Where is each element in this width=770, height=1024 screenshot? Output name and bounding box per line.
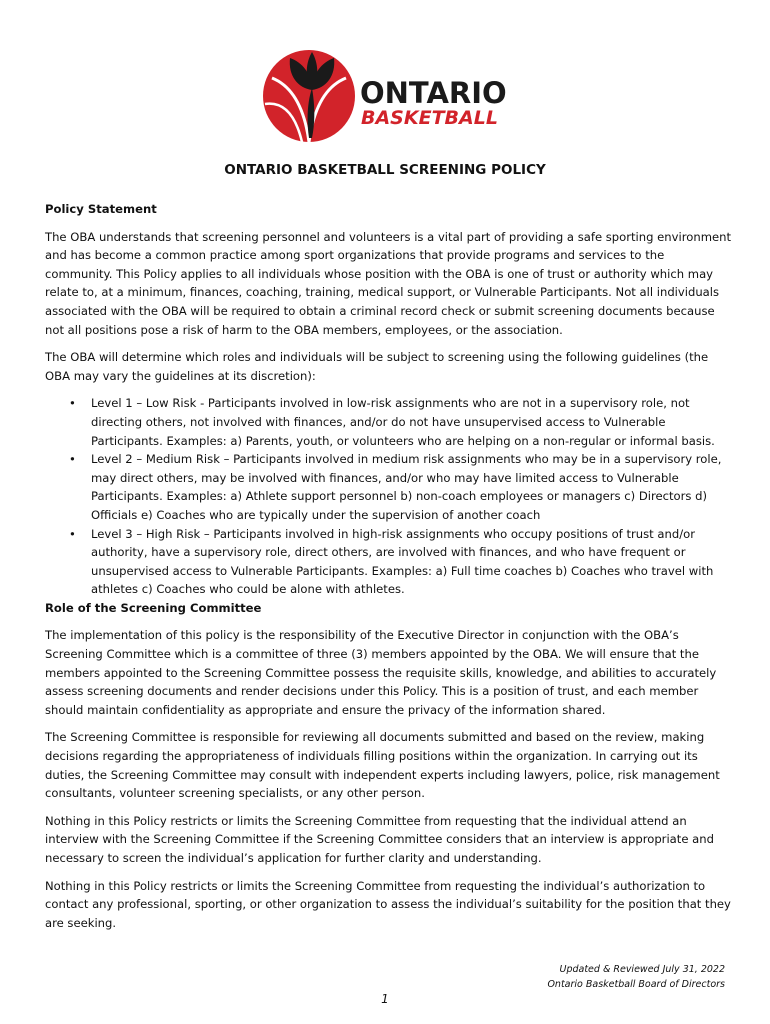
footer-board: Ontario Basketball Board of Directors bbox=[547, 979, 725, 990]
paragraph: The OBA will determine which roles and individuals will be subject to screening using the following guidelines (the OBA may vary the guidelines at its discretion): bbox=[45, 350, 709, 383]
page-title: ONTARIO BASKETBALL SCREENING POLICY bbox=[224, 162, 546, 178]
document-body bbox=[45, 200, 735, 941]
list-item-level-2: • Level 2 – Medium Risk – Participants involved in medium risk assignments who may be in a supervisory role, may direct others, may be involved with finances, and/or who may have limited access to Vulnerable Participants. Examples: a) Athlete support personnel b) non-coach employees or managers c) Directors d) Officials e) Coaches who are typically under the supervision of another coach bbox=[91, 450, 735, 524]
screening-levels-list bbox=[45, 394, 735, 599]
logo-line2: BASKETBALL bbox=[361, 107, 498, 129]
page-number: 1 bbox=[381, 992, 389, 1006]
section-heading-role-committee: Role of the Screening Committee bbox=[45, 600, 262, 615]
footer-updated: Updated & Reviewed July 31, 2022 bbox=[559, 964, 725, 975]
ontario-basketball-logo bbox=[262, 48, 512, 144]
footer-note bbox=[547, 962, 725, 992]
paragraph: Nothing in this Policy restricts or limits the Screening Committee from requesting the individual’s authorization to contact any professional, sporting, or other organization to assess the individual’s suitability for the position that they are seeking. bbox=[45, 878, 731, 930]
list-item-level-3: • Level 3 – High Risk – Participants involved in high-risk assignments who occupy positions of trust and/or authority, have a supervisory role, direct others, are involved with finances, and who have frequent or unsupervised access to Vulnerable Participants. Examples: a) Full time coaches b) Coaches who travel with athletes c) Coaches who could be alone with athletes. bbox=[91, 525, 735, 599]
logo-line1: ONTARIO bbox=[360, 76, 507, 110]
paragraph: Nothing in this Policy restricts or limits the Screening Committee from requesting that the individual attend an interview with the Screening Committee if the Screening Committee considers that an interview is appropriate and necessary to screen the individual’s application for further clarity and understanding. bbox=[45, 813, 714, 865]
paragraph: The Screening Committee is responsible for reviewing all documents submitted and based on the review, making decisions regarding the appropriateness of individuals filling positions within the organization. In carrying out its duties, the Screening Committee may consult with independent experts including lawyers, police, risk management consultants, volunteer screening specialists, or any other person. bbox=[45, 730, 720, 801]
paragraph: The OBA understands that screening personnel and volunteers is a vital part of providing a safe sporting environment and has become a common practice among sport organizations that provide programs and services to the community. This Policy applies to all individuals whose position with the OBA is one of trust or authority which may relate to, at a minimum, finances, coaching, training, medical support, or Vulnerable Participants. Not all individuals associated with the OBA will be required to obtain a criminal record check or submit screening documents because not all positions pose a risk of harm to the OBA members, employees, or the association. bbox=[45, 229, 732, 337]
list-item-level-1: • Level 1 – Low Risk - Participants involved in low-risk assignments who are not in a supervisory role, not directing others, not involved with finances, and/or do not have unsupervised access to Vulnerable Participants. Examples: a) Parents, youth, or volunteers who are helping on a non-regular or informal basis. bbox=[91, 394, 735, 450]
section-heading-policy-statement: Policy Statement bbox=[45, 202, 157, 216]
paragraph: The implementation of this policy is the responsibility of the Executive Director in conjunction with the OBA’s Screening Committee which is a committee of three (3) members appointed by the OBA. We will ensure that the members appointed to the Screening Committee possess the requisite skills, knowledge, and abilities to accurately assess screening documents and render decisions under this Policy. This is a position of trust, and each member should maintain confidentiality as appropriate and ensure the privacy of the information shared. bbox=[45, 628, 717, 717]
